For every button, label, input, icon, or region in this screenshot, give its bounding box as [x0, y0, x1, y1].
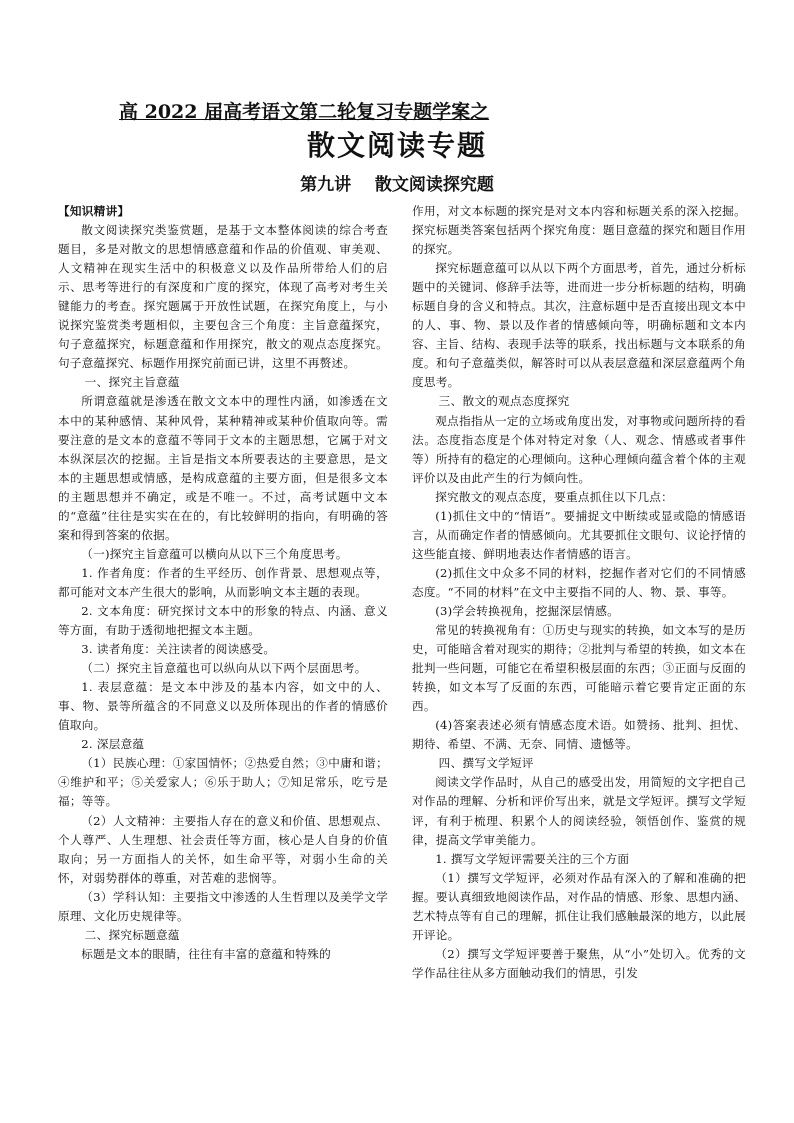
- paragraph: (1)抓住文中的“情语”。要捕捉文中断续或显或隐的情感语言，从而确定作者的情感倾向。尤其要抓住文眼句、议论抒情的这些能直接、鲜明地表达作者情感的语言。: [412, 508, 746, 561]
- series-title: 高 2022 届高考语文第二轮复习专题学案之: [119, 101, 490, 123]
- page-title: 散文阅读专题: [306, 129, 487, 162]
- paragraph: 1. 表层意蕴：是文本中涉及的基本内容，如文中的人、事、物、景等所蕴含的不同意义以及所体现出的作者的情感价值取向。: [58, 680, 388, 733]
- paragraph: 散文阅读探究类鉴赏题，是基于文本整体阅读的综合考查题目，多是对散文的思想情感意蕴和作品的价值观、审美观、人文精神在现实生活中的积极意义以及作品所带给人们的启示、思考等进行的有深度和广度的探究，体现了高考对考生关键能力的考查。探究题属于开放性试题，在探究角度上，与小说探究鉴赏类考题相似，主要包含三个角度：主旨意蕴探究，句子意蕴探究，标题意蕴和作用探究，散文的观点态度探究。句子意蕴探究、标题作用探究前面已讲，这里不再赘述。: [58, 223, 388, 371]
- paragraph: （2）人文精神：主要指人存在的意义和价值、思想观点、个人尊严、人生理想、社会责任等方面，核心是人自身的价值取向；另一方面指人的关怀，如生命平等，对弱小生命的关怀，对弱势群体的尊重，对苦难的悲悯等。: [58, 813, 388, 885]
- paragraph: 3. 读者角度：关注读者的阅读感受。: [81, 642, 276, 657]
- paragraph: （2）撰写文学短评要善于聚焦，从“小”处切入。优秀的文学作品往往从多方面触动我们的情思，引发: [412, 946, 746, 980]
- paragraph: （一)探究主旨意蕴可以横向从以下三个角度思考。: [81, 546, 348, 561]
- paragraph: （1）撰写文学短评，必须对作品有深入的了解和准确的把握。要认真细致地阅读作品，对作品的情感、形象、思想内涵、艺术特点等有自己的理解，抓住让我们感触最深的地方，以此展开评论。: [412, 870, 746, 942]
- paragraph: 观点指指从一定的立场或角度出发，对事物或问题所持的看法。态度指态度是个体对特定对象（人、观念、情感或者事件等）所持有的稳定的心理倾向。这种心理倾向蕴含着个体的主观评价以及由此产生的行为倾向性。: [412, 413, 746, 485]
- paragraph: 探究标题意蕴可以从以下两个方面思考，首先，通过分析标题中的关键词、修辞手法等，进而进一步分析标题的结构，明确标题自身的含义和特点。其次，注意标题中是否直接出现文本中的人、事、物、景以及作者的情感倾向等，明确标题和文本内容、主旨、结构、表现手法等的联系，找出标题与文本联系的角度。和句子意蕴类似，解答时可以从表层意蕴和深层意蕴两个角度思考。: [412, 261, 746, 390]
- paragraph: 2. 文本角度：研究探讨文本中的形象的特点、内涵、意义等方面，有助于透彻地把握文本主题。: [58, 603, 388, 638]
- paragraph: 1. 作者角度：作者的生平经历、创作背景、思想观点等，都可能对文本产生很大的影响，从而影响文本主题的表现。: [58, 565, 388, 599]
- paragraph: (4)答案表述必须有情感态度术语。如赞扬、批判、担忧、期待、希望、不满、无奈、同情、遗憾等。: [412, 718, 746, 752]
- paragraph: 四、撰写文学短评: [438, 756, 534, 771]
- paragraph: 一、探究主旨意蕴: [84, 375, 180, 390]
- paragraph: （二）探究主旨意蕴也可以纵向从以下两个层面思考。: [81, 661, 367, 676]
- paragraph: 三、散文的观点态度探究: [438, 394, 570, 409]
- paragraph: 阅读文学作品时，从自己的感受出发，用简短的文字把自己对作品的理解、分析和评价写出来，就是文学短评。撰写文学短评，有利于梳理、积累个人的阅读经验，领悟创作、鉴赏的规律，提高文学审美能力。: [412, 775, 746, 847]
- paragraph: 所谓意蕴就是渗透在散文文本中的理性内涵，如渗透在文本中的某种感情、某种风骨，某种精神或某种价值取向等。需要注意的是文本的意蕴不等同于文本的主题思想，它属于对文本纵深层次的挖掘。主旨是指文本所要表达的主要意思，是文本的主题思想或情感，是构成意蕴的主要方面，但是很多文本的主题思想并不确定，或是不唯一。不过，高考试题中文本的“意蕴”往往是实实在在的，有比较鲜明的指向，有明确的答案和得到答案的依据。: [58, 394, 388, 542]
- left-column: [58, 202, 388, 964]
- right-column: [412, 202, 746, 983]
- paragraph: 2. 深层意蕴: [81, 737, 145, 752]
- paragraph: 1. 撰写文学短评需要关注的三个方面: [435, 851, 630, 866]
- paragraph: (3)学会转换视角，挖掘深层情感。: [435, 603, 620, 618]
- paragraph: （3）学科认知：主要指文中渗透的人生哲理以及美学文学原理、文化历史规律等。: [58, 889, 388, 923]
- paragraph: 标题是文本的眼睛，往往有丰富的意蕴和特殊的: [81, 946, 331, 961]
- paragraph: (2)抓住文中众多不同的材料，挖掘作者对它们的不同情感态度。“不同的材料”在文中主要指不同的人、物、景、事等。: [412, 565, 746, 599]
- paragraph: 作用，对文本标题的探究是对文本内容和标题关系的深入挖掘。探究标题类答案包括两个探究角度：题目意蕴的探究和题目作用的探究。: [412, 204, 746, 257]
- paragraph: （1）民族心理：①家国情怀；②热爱自然；③中庸和谐；④维护和平；⑤关爱家人；⑥乐于助人；⑦知足常乐，吃亏是福；等等。: [58, 756, 388, 809]
- paragraph: 探究散文的观点态度，要重点抓住以下几点：: [435, 489, 674, 504]
- paragraph: 【知识精讲】: [58, 204, 130, 218]
- paragraph: 常见的转换视角有：①历史与现实的转换，如文本写的是历史，可能暗含着对现实的期待；②批判与希望的转换，如文本在批判一些问题，可能它在希望积极层面的东西；③正面与反面的转换，如文本写了反面的东西，可能暗示着它要肯定正面的东西。: [412, 623, 746, 714]
- lecture-subtitle: 第九讲 散文阅读探究题: [300, 175, 494, 195]
- paragraph: 二、探究标题意蕴: [84, 927, 180, 942]
